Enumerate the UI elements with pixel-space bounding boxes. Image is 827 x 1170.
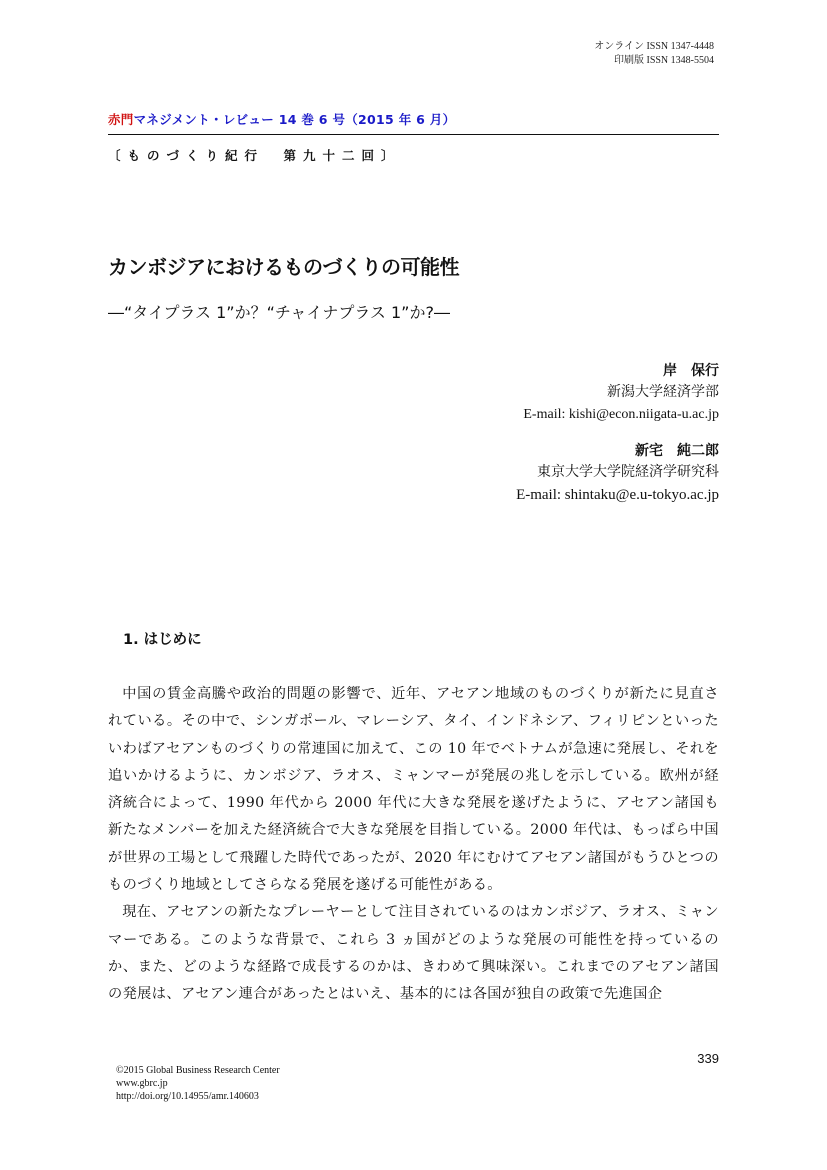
paragraph: 現在、アセアンの新たなプレーヤーとして注目されているのはカンボジア、ラオス、ミャンマーである。このような背景で、これら 3 ヵ国がどのような発展の可能性を持っているのか、また、どのような経路で成長するのかは、きわめて興味深い。これまでのアセアン諸国の発展は、アセアン連合があったとはいえ、基本的には各国が独自の政策で先進国企	[108, 904, 719, 1003]
page-number: 339	[697, 1051, 719, 1066]
issn-online: オンライン ISSN 1347-4448	[594, 41, 714, 52]
author-name: 岸 保行	[663, 363, 719, 379]
footer	[116, 1064, 280, 1103]
footer-copyright: ©2015 Global Business Research Center	[116, 1065, 280, 1076]
issn-block	[594, 40, 714, 68]
paragraph: 中国の賃金高騰や政治的問題の影響で、近年、アセアン地域のものづくりが新たに見直されている。その中で、シンガポール、マレーシア、タイ、インドネシア、フィリピンといったいわばアセアンものづくりの常連国に加えて、この 10 年でベトナムが急速に発展し、それを追いかけるように、カンボジア、ラオス、ミャンマーが発展の兆しを示している。欧州が経済統合によって、1990 年代から 2000 年代に大きな発展を遂げたように、アセアン諸国も新たなメンバーを加えた経済統合で大きな発展を目指している。2000 年代は、もっぱら中国が世界の工場として飛躍した時代であったが、2020 年にむけてアセアン諸国がもうひとつのものづくり地域としてさらなる発展を遂げる可能性がある。	[108, 686, 719, 894]
author-name: 新宅 純二郎	[635, 443, 719, 459]
article-subtitle: ―“タイプラス 1”か？“チャイナプラス 1”か?―	[108, 303, 450, 322]
author-affiliation: 新潟大学経済学部	[607, 385, 719, 400]
section-heading: 1. はじめに	[123, 632, 202, 648]
journal-header	[108, 110, 455, 128]
footer-website[interactable]: www.gbrc.jp	[116, 1078, 168, 1089]
journal-issue: 14 巻 6 号（2015 年 6 月）	[278, 112, 456, 127]
body-text	[108, 681, 719, 1009]
author-2	[516, 440, 719, 506]
author-1	[516, 360, 719, 426]
issn-print: 印刷版 ISSN 1348-5504	[613, 55, 714, 66]
series-label: 〔ものづくり紀行 第九十二回〕	[108, 148, 401, 163]
footer-doi[interactable]: http://doi.org/10.14955/amr.140603	[116, 1091, 259, 1102]
journal-name: マネジメント・レビュー	[133, 112, 275, 127]
author-list	[516, 360, 719, 506]
author-email[interactable]: E-mail: shintaku@e.u-tokyo.ac.jp	[516, 487, 719, 503]
author-affiliation: 東京大学大学院経済学研究科	[537, 465, 719, 480]
header-rule	[108, 134, 719, 135]
article-title: カンボジアにおけるものづくりの可能性	[108, 255, 459, 279]
journal-name-red: 赤門	[108, 112, 134, 127]
author-email[interactable]: E-mail: kishi@econ.niigata-u.ac.jp	[523, 407, 719, 422]
